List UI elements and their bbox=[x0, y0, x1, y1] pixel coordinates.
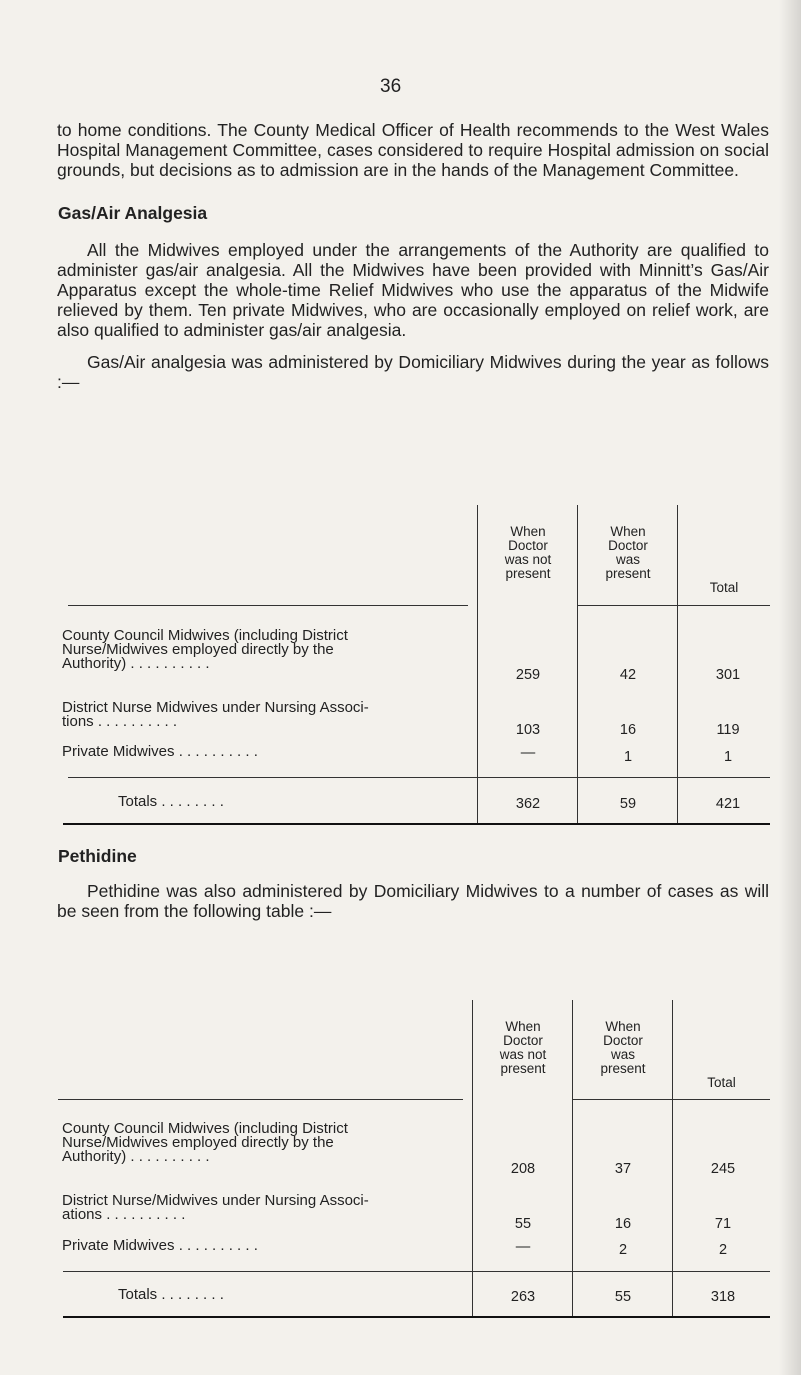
col-header-not-present: When Doctor was not present bbox=[504, 524, 552, 581]
page-number: 36 bbox=[380, 76, 402, 97]
column-divider bbox=[577, 505, 578, 823]
column-divider bbox=[572, 1000, 573, 1316]
cell-not-present: 103 bbox=[515, 722, 541, 738]
col-header-total: Total bbox=[709, 580, 739, 595]
totals-present: 59 bbox=[619, 796, 637, 812]
row-label-private-midwives: Private Midwives . . . . . . . . . . bbox=[62, 1237, 258, 1254]
cell-total: 301 bbox=[715, 667, 741, 683]
totals-rule bbox=[68, 777, 770, 778]
header-rule bbox=[577, 605, 770, 606]
totals-not-present: 362 bbox=[515, 796, 541, 812]
cell-total: 119 bbox=[716, 722, 740, 738]
bottom-rule bbox=[63, 823, 770, 825]
pethidine-table bbox=[58, 1000, 770, 1320]
row-label-private-midwives: Private Midwives . . . . . . . . . . bbox=[62, 743, 258, 760]
cell-present: 1 bbox=[623, 749, 633, 765]
row-label-district-nurse: District Nurse/Midwives under Nursing Associ- ations . . . . . . . . . . bbox=[62, 1192, 369, 1223]
header-rule bbox=[58, 1099, 463, 1100]
col-header-present: When Doctor was present bbox=[605, 524, 651, 581]
row-label-county-council: County Council Midwives (including District Nurse/Midwives employed directly by the Authority) . . . . . . . . . . bbox=[62, 1120, 348, 1165]
cell-total: 245 bbox=[710, 1161, 736, 1177]
totals-label: Totals . . . . . . . . bbox=[118, 1286, 224, 1303]
cell-not-present: 55 bbox=[514, 1216, 532, 1232]
col-header-not-present: When Doctor was not present bbox=[499, 1019, 547, 1076]
cell-not-present: — bbox=[515, 1239, 531, 1255]
cell-total: 71 bbox=[714, 1216, 732, 1232]
cell-not-present: 208 bbox=[510, 1161, 536, 1177]
pethidine-paragraph: Pethidine was also administered by Domiciliary Midwives to a number of cases as will be seen from the following table :— bbox=[57, 881, 769, 921]
gas-air-heading: Gas/Air Analgesia bbox=[58, 203, 208, 223]
totals-present: 55 bbox=[614, 1289, 632, 1305]
header-rule bbox=[572, 1099, 770, 1100]
cell-total: 1 bbox=[723, 749, 733, 765]
cell-present: 16 bbox=[619, 722, 637, 738]
gas-air-paragraph: All the Midwives employed under the arrangements of the Authority are qualified to administer gas/air analgesia. All the Midwives have been provided with Minnitt’s Gas/Air Apparatus except the whole-time Relief Midwives who use the apparatus of the Midwife relieved by them. Ten private Midwives, who are occasionally employed on relief work, are also qualified to administer gas/air analgesia. bbox=[57, 240, 769, 340]
cell-not-present: 259 bbox=[515, 667, 541, 683]
totals-rule bbox=[63, 1271, 770, 1272]
bottom-rule bbox=[63, 1316, 770, 1318]
totals-label: Totals . . . . . . . . bbox=[118, 793, 224, 810]
col-header-present: When Doctor was present bbox=[600, 1019, 646, 1076]
cell-total: 2 bbox=[718, 1242, 728, 1258]
col-header-total: Total bbox=[707, 1075, 736, 1090]
gas-air-table bbox=[58, 505, 770, 825]
column-divider bbox=[672, 1000, 673, 1316]
cell-present: 42 bbox=[619, 667, 637, 683]
cell-present: 37 bbox=[614, 1161, 632, 1177]
cell-not-present: — bbox=[520, 745, 536, 761]
totals-total: 318 bbox=[710, 1289, 736, 1305]
column-divider bbox=[677, 505, 678, 823]
gas-air-table-intro: Gas/Air analgesia was administered by Domiciliary Midwives during the year as follows :— bbox=[57, 352, 769, 392]
intro-paragraph: to home conditions. The County Medical Officer of Health recommends to the West Wales Hospital Management Committee, cases considered to require Hospital admission on social grounds, but decisions as to admission are in the hands of the Management Committee. bbox=[57, 120, 769, 180]
page-edge-shadow bbox=[779, 0, 801, 1375]
row-label-district-nurse: District Nurse Midwives under Nursing Associ- tions . . . . . . . . . . bbox=[62, 699, 369, 730]
totals-total: 421 bbox=[715, 796, 741, 812]
column-divider bbox=[477, 505, 478, 823]
header-rule bbox=[68, 605, 468, 606]
column-divider bbox=[472, 1000, 473, 1316]
row-label-county-council: County Council Midwives (including District Nurse/Midwives employed directly by the Authority) . . . . . . . . . . bbox=[62, 627, 348, 672]
pethidine-heading: Pethidine bbox=[58, 846, 137, 866]
totals-not-present: 263 bbox=[510, 1289, 536, 1305]
cell-present: 2 bbox=[618, 1242, 628, 1258]
cell-present: 16 bbox=[614, 1216, 632, 1232]
